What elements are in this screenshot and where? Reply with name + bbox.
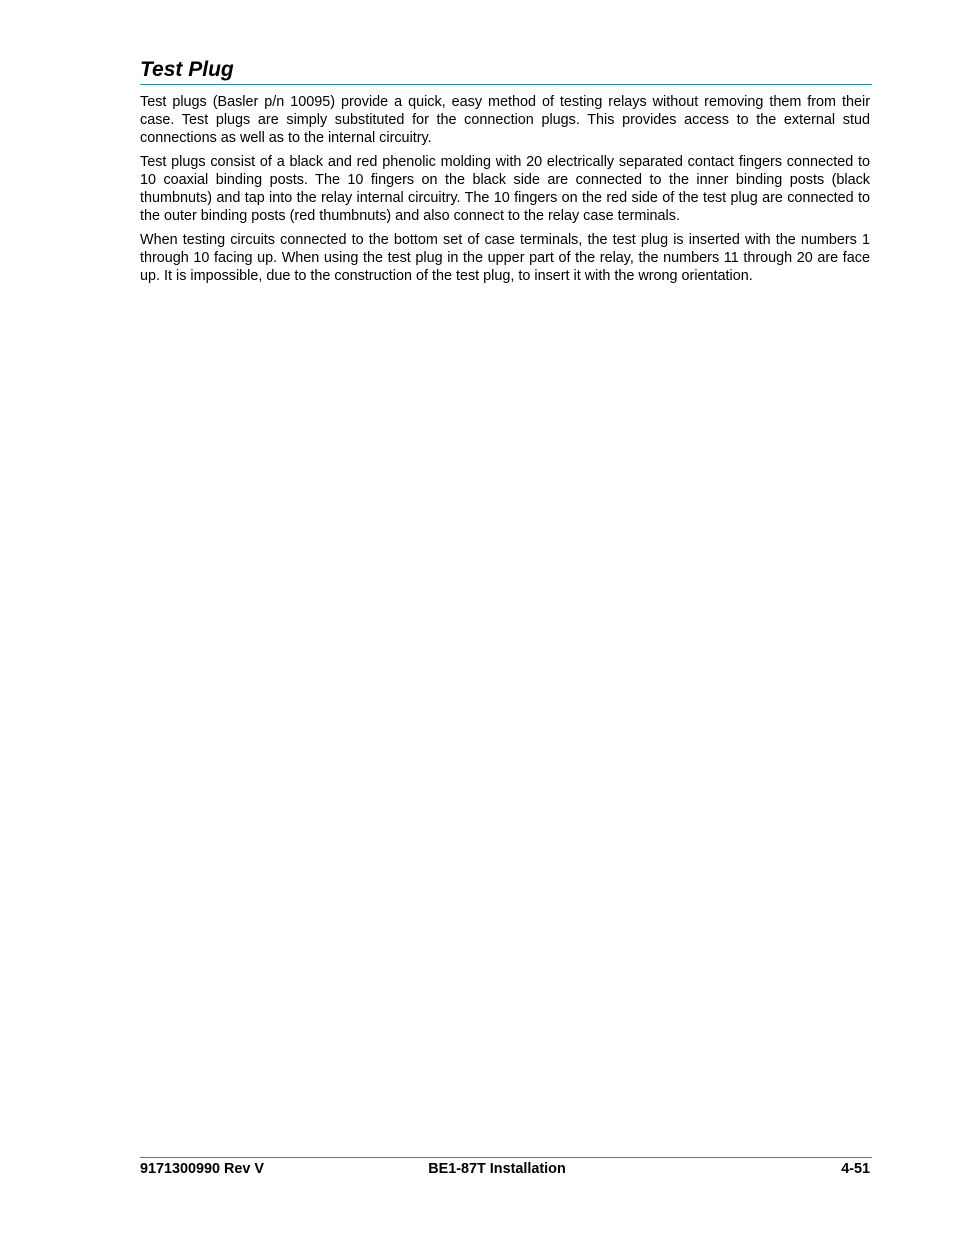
footer-page-number: 4-51 [841,1161,870,1177]
paragraph-3: When testing circuits connected to the bottom set of case terminals, the test plug is inserted with the numbers 1 through 10 facing up. When using the test plug in the upper part of the relay, the numbers 11 through 20 are face up. It is impossible, due to the construction of the test plug, to insert it with the wrong orientation. [140,232,870,284]
footer-divider [140,1157,872,1158]
body-text [140,93,870,291]
footer-doc-title: BE1-87T Installation [428,1161,566,1177]
paragraph-1: Test plugs (Basler p/n 10095) provide a quick, easy method of testing relays without removing them from their case. Test plugs are simply substituted for the connection plugs. This provides access to the external stud connections as well as to the internal circuitry. [140,94,870,146]
paragraph-2: Test plugs consist of a black and red phenolic molding with 20 electrically separated contact fingers connected to 10 coaxial binding posts. The 10 fingers on the black side are connected to the inner binding posts (black thumbnuts) and tap into the relay internal circuitry. The 10 fingers on the red side of the test plug are connected to the outer binding posts (red thumbnuts) and also connect to the relay case terminals. [140,154,870,224]
section-title: Test Plug [140,58,234,81]
footer-doc-number: 9171300990 Rev V [140,1161,265,1177]
title-divider [140,84,872,85]
page-footer [140,1160,870,1178]
